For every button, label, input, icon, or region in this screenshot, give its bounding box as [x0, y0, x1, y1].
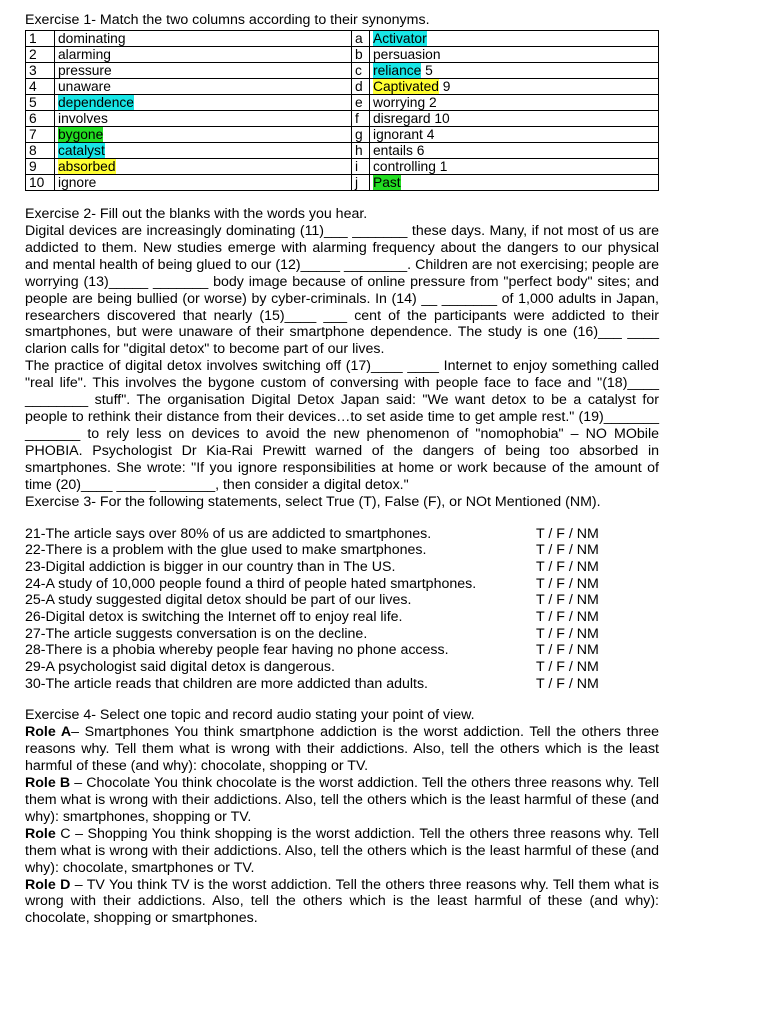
synonym-cell	[370, 79, 659, 95]
letter-text: a	[355, 31, 363, 46]
role-text: C – Shopping You think shopping is the worst addiction. Tell the others three reasons why. Tell them what is wrong with their addictions. Also, tell the others which is the least harmful of these (and why): chocolate, smartphones or TV.	[25, 825, 659, 876]
exercise2-paragraph-1: Digital devices are increasingly dominating (11)___ _______ these days. Many, if not most of us are addicted to them. New studies emerge with alarming frequency about the dangers to our physical and mental health of being glued to our (12)_____ ________. Children are not exercising; people are worrying (13)_____ _______ body image because of online pressure from "perfect body" sites; and people are being bullied (or worse) by cyber-criminals. In (14) __ _______ of 1,000 adults in Japan, researchers discovered that nearly (15)____ ___ cent of the participants were addicted to their smartphones, but were unaware of their smartphone dependence. The study is one (16)___ ____ clarion calls for "digital detox" to become part of our lives.	[25, 223, 659, 358]
term-text: bygone	[58, 127, 104, 142]
term-text: unaware	[58, 79, 111, 94]
synonym-cell	[370, 63, 659, 79]
term-cell	[55, 159, 352, 175]
answer-options: T / F / NM	[536, 525, 599, 542]
letter-text: g	[355, 127, 363, 142]
row-number-text: 7	[29, 127, 37, 142]
letter-cell	[352, 159, 370, 175]
row-number-text: 2	[29, 47, 37, 62]
statement-text: 29-A psychologist said digital detox is dangerous.	[25, 659, 335, 675]
letter-text: e	[355, 95, 363, 110]
row-number-text: 6	[29, 111, 37, 126]
statement-text: 30-The article reads that children are more addicted than adults.	[25, 675, 428, 692]
role-text: – TV You think TV is the worst addiction. Tell the others three reasons why. Tell them what is wrong with their addictions. Also, tell the others which is the least harmful of these (and why): chocolate, shopping or smartphones.	[25, 876, 659, 927]
term-cell	[55, 31, 352, 47]
synonym-text: disregard 10	[373, 111, 450, 126]
synonym-text: reliance	[373, 63, 422, 78]
synonym-cell	[370, 175, 659, 191]
answer-options: T / F / NM	[536, 592, 599, 609]
letter-cell	[352, 47, 370, 63]
letter-cell	[352, 127, 370, 143]
letter-text: b	[355, 47, 363, 62]
synonym-text: Past	[373, 175, 401, 190]
row-number-text: 1	[29, 31, 37, 46]
role-paragraph	[25, 724, 659, 775]
statement-row	[25, 676, 659, 693]
letter-cell	[352, 31, 370, 47]
letter-text: f	[355, 111, 359, 126]
statement-text: 21-The article says over 80% of us are addicted to smartphones.	[25, 525, 432, 542]
synonym-cell	[370, 159, 659, 175]
term-cell	[55, 47, 352, 63]
term-cell	[55, 79, 352, 95]
letter-cell	[352, 63, 370, 79]
table-row	[26, 175, 659, 191]
row-number	[26, 47, 55, 63]
answer-number: 9	[438, 79, 451, 94]
synonym-cell	[370, 31, 659, 47]
term-text: ignore	[58, 175, 97, 190]
term-cell	[55, 95, 352, 111]
row-number	[26, 111, 55, 127]
row-number-text: 8	[29, 143, 37, 158]
synonym-text: persuasion	[373, 47, 441, 62]
statement-row	[25, 559, 659, 576]
row-number	[26, 95, 55, 111]
term-cell	[55, 175, 352, 191]
letter-cell	[352, 143, 370, 159]
statement-row	[25, 542, 659, 559]
statement-list	[25, 526, 659, 693]
row-number	[26, 143, 55, 159]
letter-text: j	[355, 175, 359, 190]
term-cell	[55, 127, 352, 143]
letter-cell	[352, 95, 370, 111]
statement-text: 28-There is a phobia whereby people fear having no phone access.	[25, 642, 449, 659]
role-text: – Chocolate You think chocolate is the worst addiction. Tell the others three reasons why. Tell them what is wrong with their addictions. Also, tell the others which is the least harmful of these (and why): smartphones, shopping or TV.	[25, 775, 659, 825]
statement-text: 24-A study of 10,000 people found a third of people hated smartphones.	[25, 575, 477, 592]
exercise1-heading: Exercise 1- Match the two columns according to their synonyms.	[25, 12, 430, 28]
synonym-table-body	[26, 31, 659, 191]
term-text: pressure	[58, 63, 112, 78]
role-paragraph	[25, 775, 659, 826]
term-cell	[55, 143, 352, 159]
letter-text: i	[355, 159, 359, 174]
row-number	[26, 175, 55, 191]
synonym-cell	[370, 47, 659, 63]
row-number	[26, 159, 55, 175]
letter-text: c	[355, 63, 362, 78]
table-row	[26, 63, 659, 79]
synonym-cell	[370, 111, 659, 127]
row-number-text: 9	[29, 159, 37, 174]
statement-row	[25, 576, 659, 593]
statement-text: 25-A study suggested digital detox should be part of our lives.	[25, 592, 412, 609]
statement-row	[25, 592, 659, 609]
statement-row	[25, 526, 659, 543]
term-text: alarming	[58, 47, 111, 62]
statement-row	[25, 659, 659, 676]
answer-options: T / F / NM	[536, 542, 599, 559]
row-number-text: 3	[29, 63, 37, 78]
exercise2-heading: Exercise 2- Fill out the blanks with the words you hear.	[25, 206, 368, 222]
row-number	[26, 79, 55, 95]
role-paragraph	[25, 826, 659, 877]
table-row	[26, 143, 659, 159]
letter-text: h	[355, 143, 363, 158]
statement-text: 27-The article suggests conversation is on the decline.	[25, 625, 368, 642]
role-paragraph	[25, 877, 659, 928]
row-number	[26, 31, 55, 47]
statement-text: 22-There is a problem with the glue used to make smartphones.	[25, 542, 427, 559]
worksheet	[25, 12, 659, 927]
row-number	[26, 127, 55, 143]
synonym-cell	[370, 95, 659, 111]
exercise2-paragraph-2: The practice of digital detox involves switching off (17)____ ____ Internet to enjoy something called "real life". This involves the bygone custom of conversing with people face to face and "(18)____ ________ stuff". The organisation Digital Detox Japan said: "We want detox to be a catalyst for people to rethink their distance from their devices…to set aside time to get ample rest." (19)_______ _______ to rely less on devices to avoid the new phenomenon of "nomophobia" – NO MObile PHOBIA. Psychologist Dr Kia-Rai Prewitt warned of the dangers of being too absorbed in smartphones. She wrote: "If you ignore responsibilities at home or work because of the amount of time (20)____ _____ _______, then consider a digital detox."	[25, 358, 659, 493]
exercise3-heading: Exercise 3- For the following statements, select True (T), False (F), or NOt Mentioned (NM).	[25, 493, 601, 510]
role-label: Role D	[25, 876, 71, 893]
answer-options: T / F / NM	[536, 659, 599, 675]
statement-row	[25, 609, 659, 626]
term-text: involves	[58, 111, 108, 126]
answer-options: T / F / NM	[536, 608, 599, 625]
table-row	[26, 111, 659, 127]
statement-text: 26-Digital detox is switching the Internet off to enjoy real life.	[25, 608, 403, 625]
letter-cell	[352, 111, 370, 127]
row-number	[26, 63, 55, 79]
term-cell	[55, 63, 352, 79]
synonym-table	[25, 30, 659, 191]
term-text: dependence	[58, 95, 134, 110]
term-text: absorbed	[58, 159, 116, 174]
answer-options: T / F / NM	[536, 575, 599, 592]
term-cell	[55, 111, 352, 127]
synonym-cell	[370, 143, 659, 159]
answer-options: T / F / NM	[536, 558, 599, 575]
statement-row	[25, 642, 659, 659]
synonym-text: ignorant 4	[373, 127, 435, 142]
table-row	[26, 127, 659, 143]
answer-options: T / F / NM	[536, 625, 599, 642]
synonym-text: Activator	[373, 31, 427, 46]
answer-options: T / F / NM	[536, 642, 599, 659]
table-row	[26, 79, 659, 95]
role-list	[25, 724, 659, 927]
table-row	[26, 47, 659, 63]
row-number-text: 10	[29, 175, 45, 190]
letter-text: d	[355, 79, 363, 94]
table-row	[26, 95, 659, 111]
synonym-text: entails 6	[373, 143, 425, 158]
term-text: catalyst	[58, 143, 105, 158]
row-number-text: 5	[29, 95, 37, 110]
synonym-text: controlling 1	[373, 159, 448, 174]
role-label: Role	[25, 825, 56, 842]
synonym-cell	[370, 127, 659, 143]
exercise4-heading: Exercise 4- Select one topic and record audio stating your point of view.	[25, 707, 475, 724]
role-text: – Smartphones You think smartphone addiction is the worst addiction. Tell the others three reasons why. Tell them what is wrong with their addictions. Also, tell the others which is the least harmful of these (and why): chocolate, shopping or TV.	[25, 724, 659, 775]
table-row	[26, 31, 659, 47]
letter-cell	[352, 79, 370, 95]
answer-options: T / F / NM	[536, 675, 599, 692]
term-text: dominating	[58, 31, 126, 46]
synonym-text: Captivated	[373, 79, 439, 94]
role-label: Role A	[25, 724, 72, 741]
answer-number: 5	[421, 63, 433, 78]
statement-row	[25, 626, 659, 643]
table-row	[26, 159, 659, 175]
role-label: Role B	[25, 775, 71, 792]
statement-text: 23-Digital addiction is bigger in our country than in The US.	[25, 558, 396, 575]
letter-cell	[352, 175, 370, 191]
synonym-text: worrying 2	[373, 95, 437, 110]
row-number-text: 4	[29, 79, 37, 94]
